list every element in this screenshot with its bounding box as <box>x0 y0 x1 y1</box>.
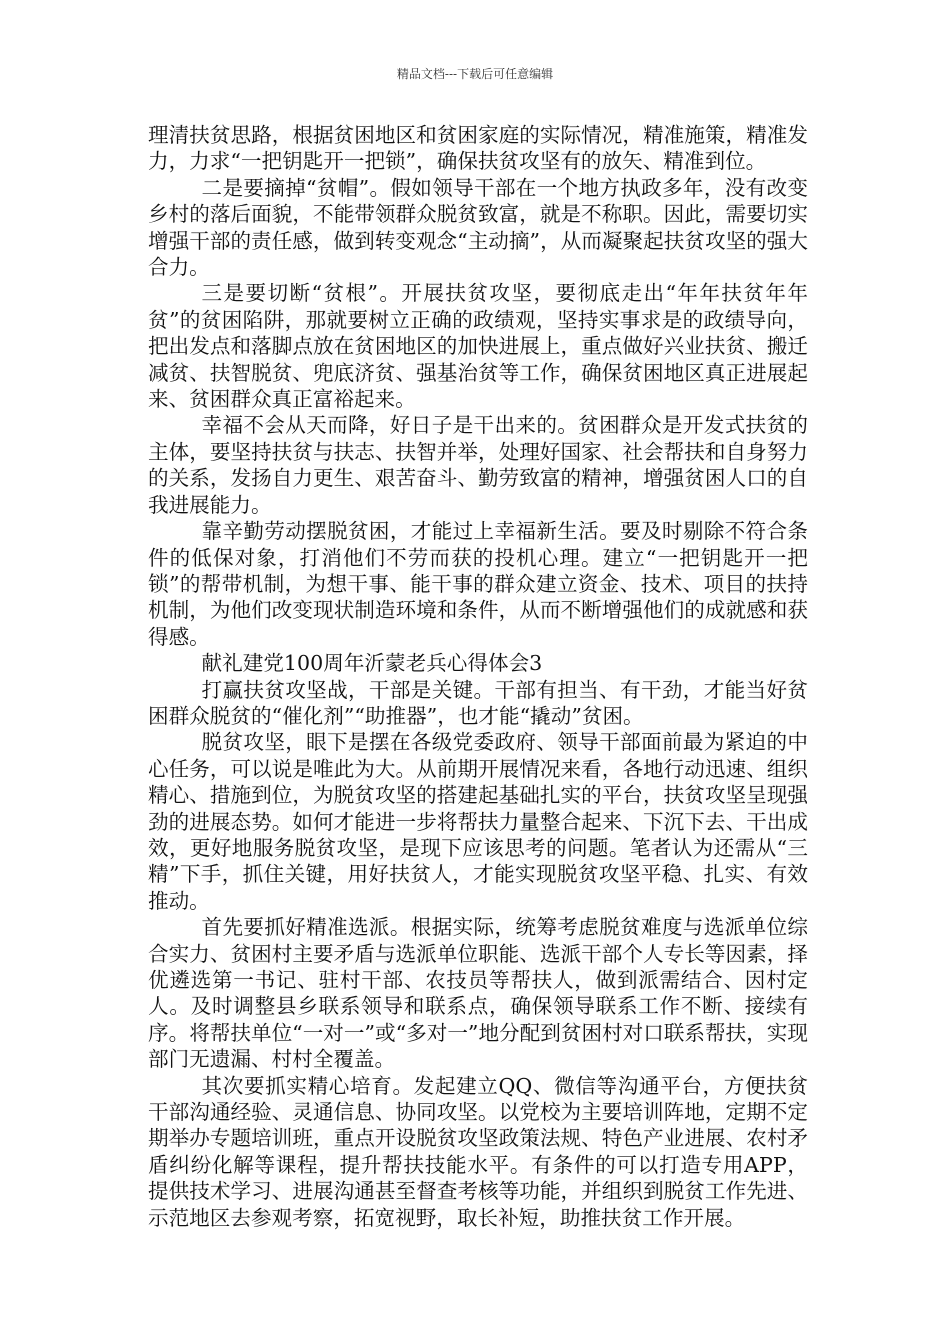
paragraph-1: 理清扶贫思路，根据贫困地区和贫困家庭的实际情况，精准施策，精准发力，力求“一把钥匙开一把锁”，确保扶贫攻坚有的放矢、精准到位。 <box>148 123 808 174</box>
paragraph-2: 二是要摘掉“贫帽”。假如领导干部在一个地方执政多年，没有改变乡村的落后面貌，不能带领群众脱贫致富，就是不称职。因此，需要切实增强干部的责任感，做到转变观念“主动摘”，从而凝聚起扶贫攻坚的强大合力。 <box>148 175 808 280</box>
paragraph-4: 幸福不会从天而降，好日子是干出来的。贫困群众是开发式扶贫的主体，要坚持扶贫与扶志、扶智并举，处理好国家、社会帮扶和自身努力的关系，发扬自力更生、艰苦奋斗、勤劳致富的精神，增强贫困人口的自我进展能力。 <box>148 413 808 517</box>
page-header: 精品文档---下载后可任意编辑 <box>396 67 554 81</box>
paragraph-9: 首先要抓好精准选派。根据实际，统筹考虑脱贫难度与选派单位综合实力、贫困村主要矛盾与选派单位职能、选派干部个人专长等因素，择优遴选第一书记、驻村干部、农技员等帮扶人，做到派需结合、因村定人。及时调整县乡联系领导和联系点，确保领导联系工作不断、接续有序。将帮扶单位“一对一”或“多对一”地分配到贫困村对口联系帮扶，实现部门无遗漏、村村全覆盖。 <box>148 915 808 1072</box>
paragraph-7: 打赢扶贫攻坚战，干部是关键。干部有担当、有干劲，才能当好贫困群众脱贫的“催化剂”“助推器”，也才能“撬动”贫困。 <box>148 677 808 728</box>
paragraph-8: 脱贫攻坚，眼下是摆在各级党委政府、领导干部面前最为紧迫的中心任务，可以说是唯此为大。从前期开展情况来看，各地行动迅速、组织精心、措施到位，为脱贫攻坚的搭建起基础扎实的平台，扶贫攻坚呈现强劲的进展态势。如何才能进一步将帮扶力量整合起来、下沉下去、干出成效，更好地服务脱贫攻坚，是现下应该思考的问题。笔者认为还需从“三精”下手，抓住关键，用好扶贫人，才能实现脱贫攻坚平稳、扎实、有效推动。 <box>148 730 808 913</box>
document-body <box>148 122 808 1231</box>
paragraph-5: 靠辛勤劳动摆脱贫困，才能过上幸福新生活。要及时剔除不符合条件的低保对象，打消他们不劳而获的投机心理。建立“一把钥匙开一把锁”的帮带机制，为想干事、能干事的群众建立资金、技术、项目的扶持机制，为他们改变现状制造环境和条件，从而不断增强他们的成就感和获得感。 <box>148 519 808 649</box>
paragraph-10: 其次要抓实精心培育。发起建立QQ、微信等沟通平台，方便扶贫干部沟通经验、灵通信息、协同攻坚。以党校为主要培训阵地，定期不定期举办专题培训班，重点开设脱贫攻坚政策法规、特色产业进展、农村矛盾纠纷化解等课程，提升帮扶技能水平。有条件的可以打造专用APP，提供技术学习、进展沟通甚至督查考核等功能，并组织到脱贫工作先进、示范地区去参观考察，拓宽视野，取长补短，助推扶贫工作开展。 <box>148 1073 808 1230</box>
section-heading: 献礼建党100周年沂蒙老兵心得体会3 <box>201 651 543 676</box>
paragraph-3: 三是要切断“贫根”。开展扶贫攻坚，要彻底走出“年年扶贫年年贫”的贫困陷阱，那就要树立正确的政绩观，坚持实事求是的政绩导向，把出发点和落脚点放在贫困地区的加快进展上，重点做好兴业扶贫、搬迁减贫、扶智脱贫、兜底济贫、强基治贫等工作，确保贫困地区真正进展起来、贫困群众真正富裕起来。 <box>148 281 808 412</box>
